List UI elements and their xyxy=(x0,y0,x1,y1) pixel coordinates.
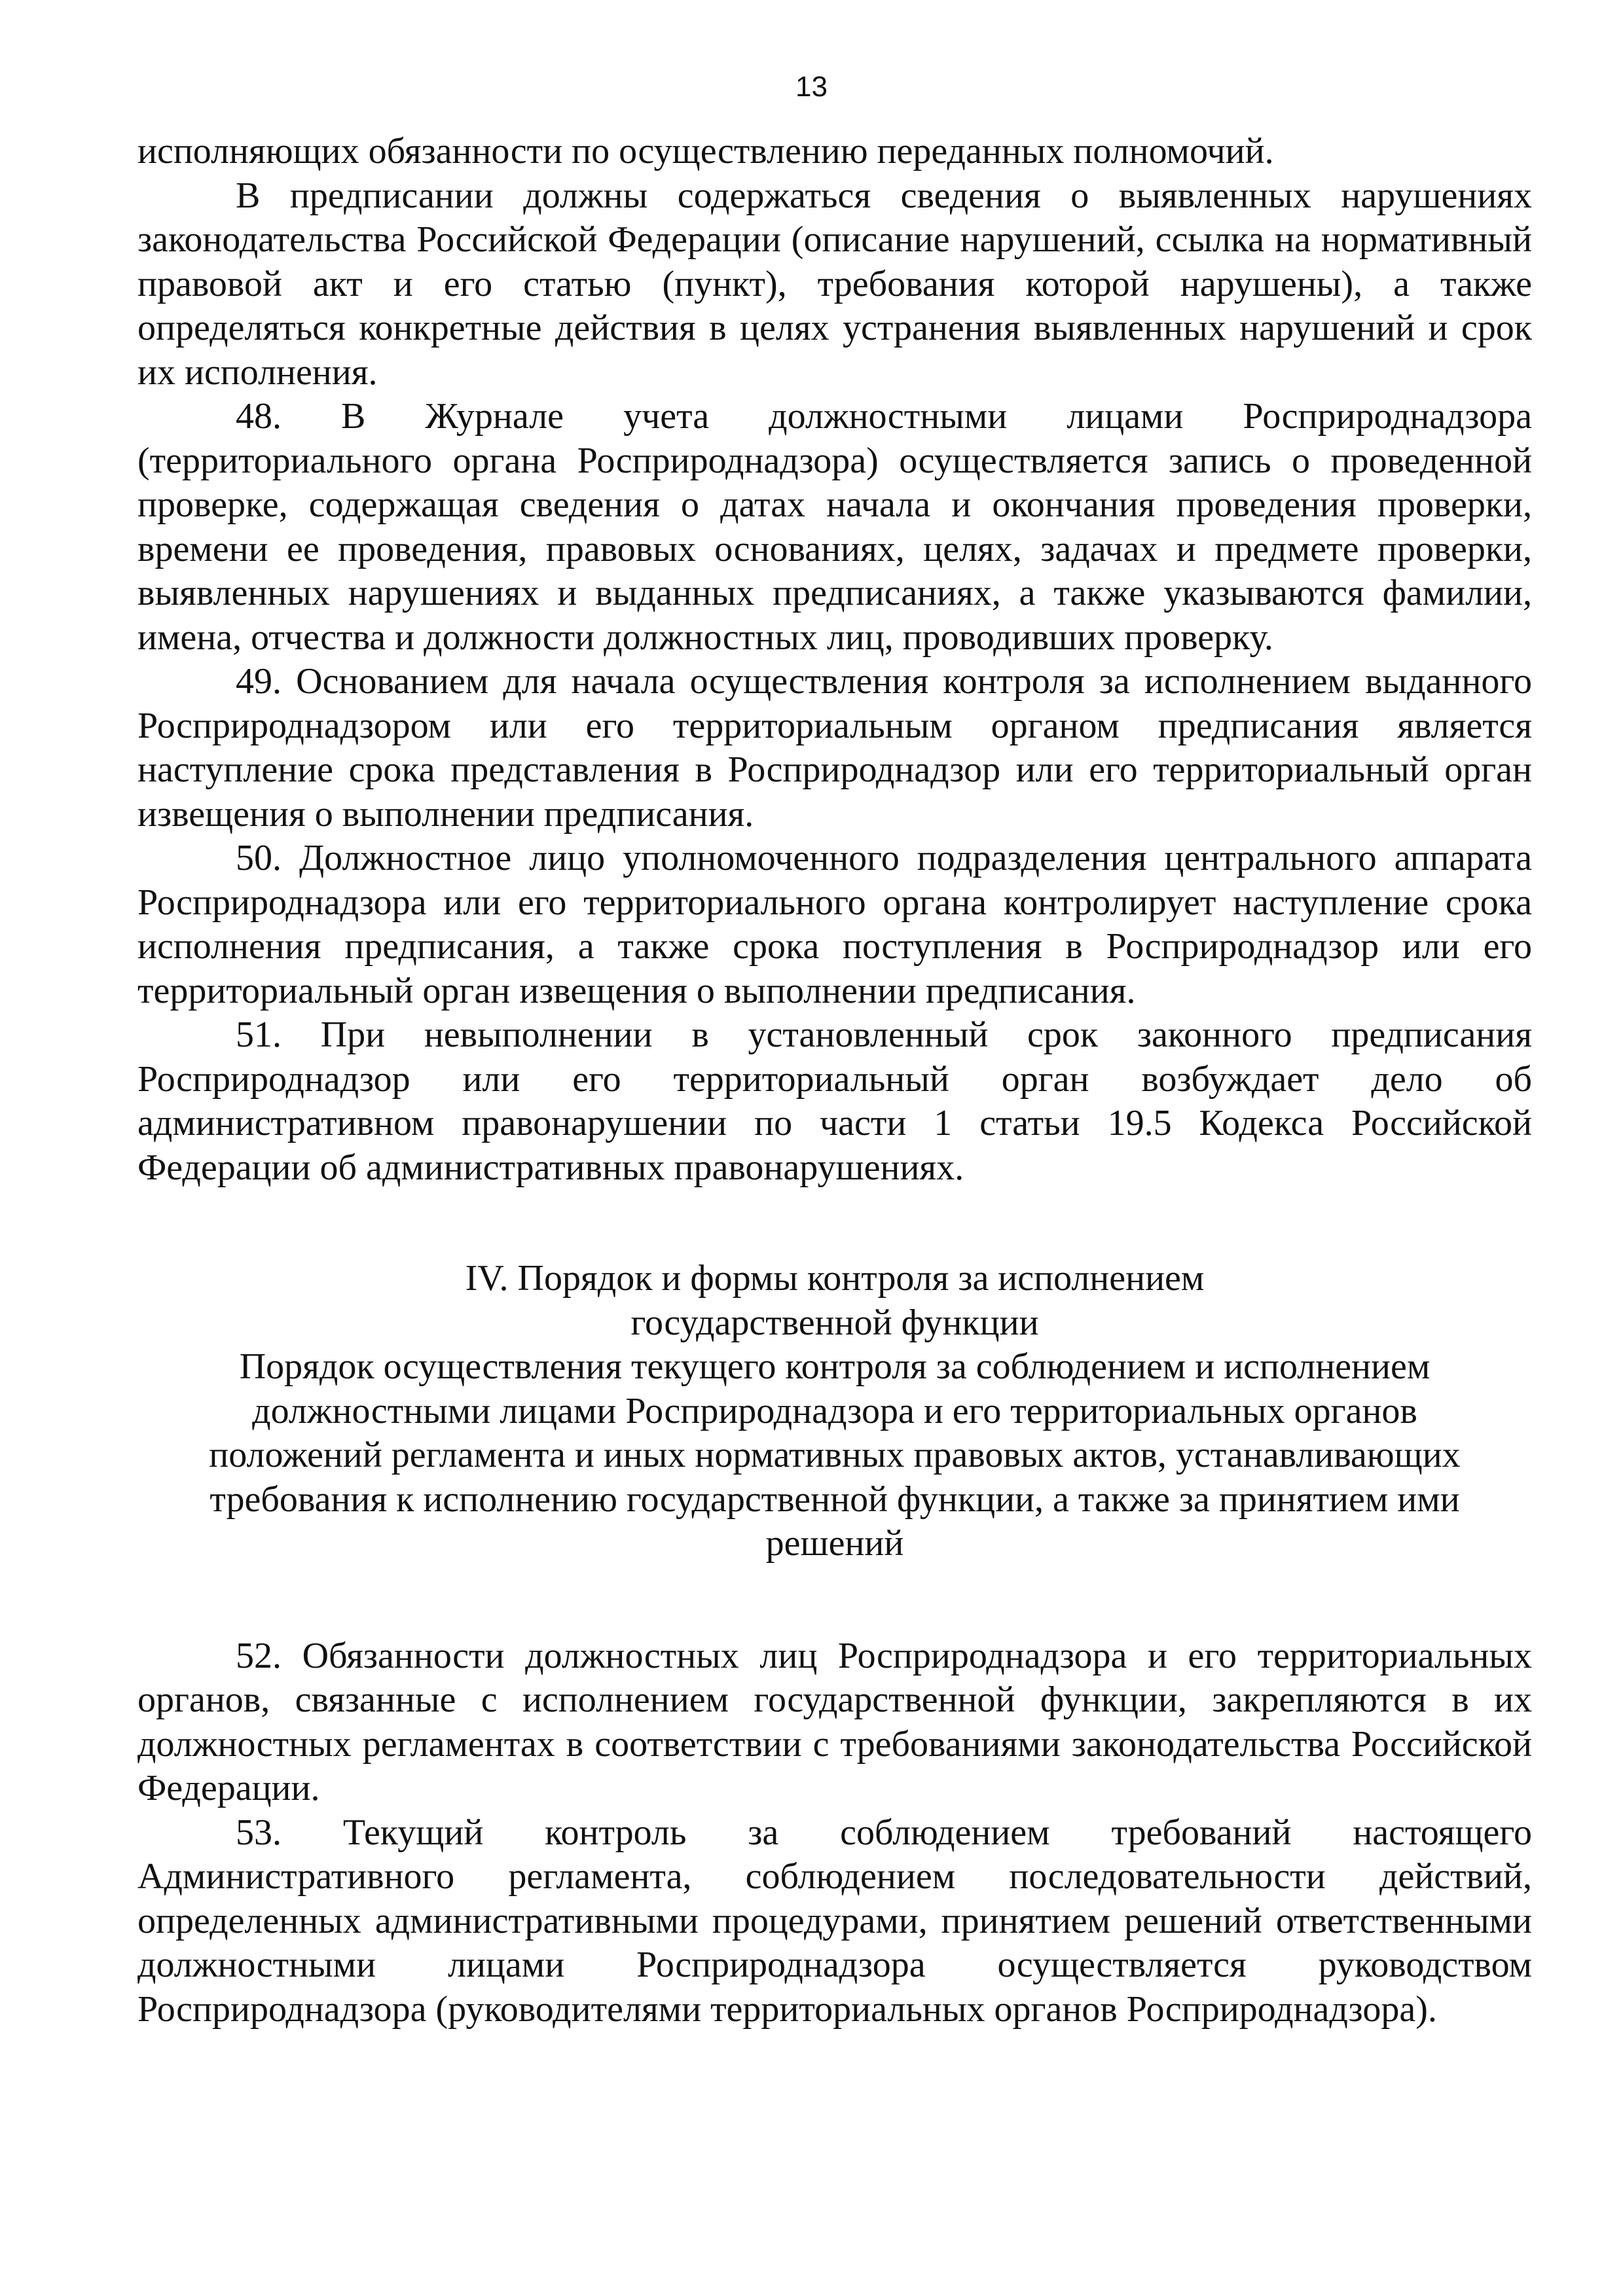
paragraph-53: 53. Текущий контроль за соблюдением требований настоящего Административного регламента, соблюдением последовательности действий, определенных административными процедурами, принятием решений ответственными должностными лицами Росприроднадзора осуществляется руководством Росприроднадзора (руководителями территориальных органов Росприроднадзора). xyxy=(137,1812,1532,2030)
subsection-heading: Порядок осуществления текущего контроля за соблюдением и исполнением должностными лицами Росприроднадзора и его территориальных органов положений регламента и иных нормативных правовых актов, устанавливающих требования к исполнению государственной функции, а также за принятием ими решений xyxy=(209,1346,1461,1564)
document-body xyxy=(137,130,1532,2032)
paragraph-52: 52. Обязанности должностных лиц Росприроднадзора и его территориальных органов, связанные с исполнением государственной функции, закрепляются в их должностных регламентах в соответствии с требованиями законодательства Российской Федерации. xyxy=(137,1635,1532,1808)
paragraph-prescription-content: В предписании должны содержаться сведения о выявленных нарушениях законодательства Российской Федерации (описание нарушений, ссылка на нормативный правовой акт и его статью (пункт), требования которой нарушены), а также определяться конкретные действия в целях устранения выявленных нарушений и срок их исполнения. xyxy=(137,175,1532,393)
paragraph-50: 50. Должностное лицо уполномоченного подразделения центрального аппарата Росприроднадзора или его территориального органа контролирует наступление срока исполнения предписания, а также срока поступления в Росприроднадзор или его территориальный орган извещения о выполнении предписания. xyxy=(137,838,1532,1011)
paragraph-continuation: исполняющих обязанности по осуществлению переданных полномочий. xyxy=(137,131,1274,171)
paragraph-51: 51. При невыполнении в установленный срок законного предписания Росприроднадзор или его территориальный орган возбуждает дело об административном правонарушении по части 1 статьи 19.5 Кодекса Российской Федерации об административных правонарушениях. xyxy=(137,1014,1532,1188)
paragraph-49: 49. Основанием для начала осуществления контроля за исполнением выданного Росприроднадзором или его территориальным органом предписания является наступление срока представления в Росприроднадзор или его территориальный орган извещения о выполнении предписания. xyxy=(137,661,1532,834)
paragraph-48: 48. В Журнале учета должностными лицами Росприроднадзора (территориального органа Росприроднадзора) осуществляется запись о проведенной проверке, содержащая сведения о датах начала и окончания проведения проверки, времени ее проведения, правовых основаниях, целях, задачах и предмете проверки, выявленных нарушениях и выданных предписаниях, а также указываются фамилии, имена, отчества и должности должностных лиц, проводивших проверку. xyxy=(137,396,1532,658)
section-heading-line2: государственной функции xyxy=(630,1302,1039,1343)
section-heading xyxy=(137,1257,1532,1345)
section-heading-line1: IV. Порядок и формы контроля за исполнением xyxy=(465,1258,1205,1299)
page-number: 13 xyxy=(795,71,828,103)
